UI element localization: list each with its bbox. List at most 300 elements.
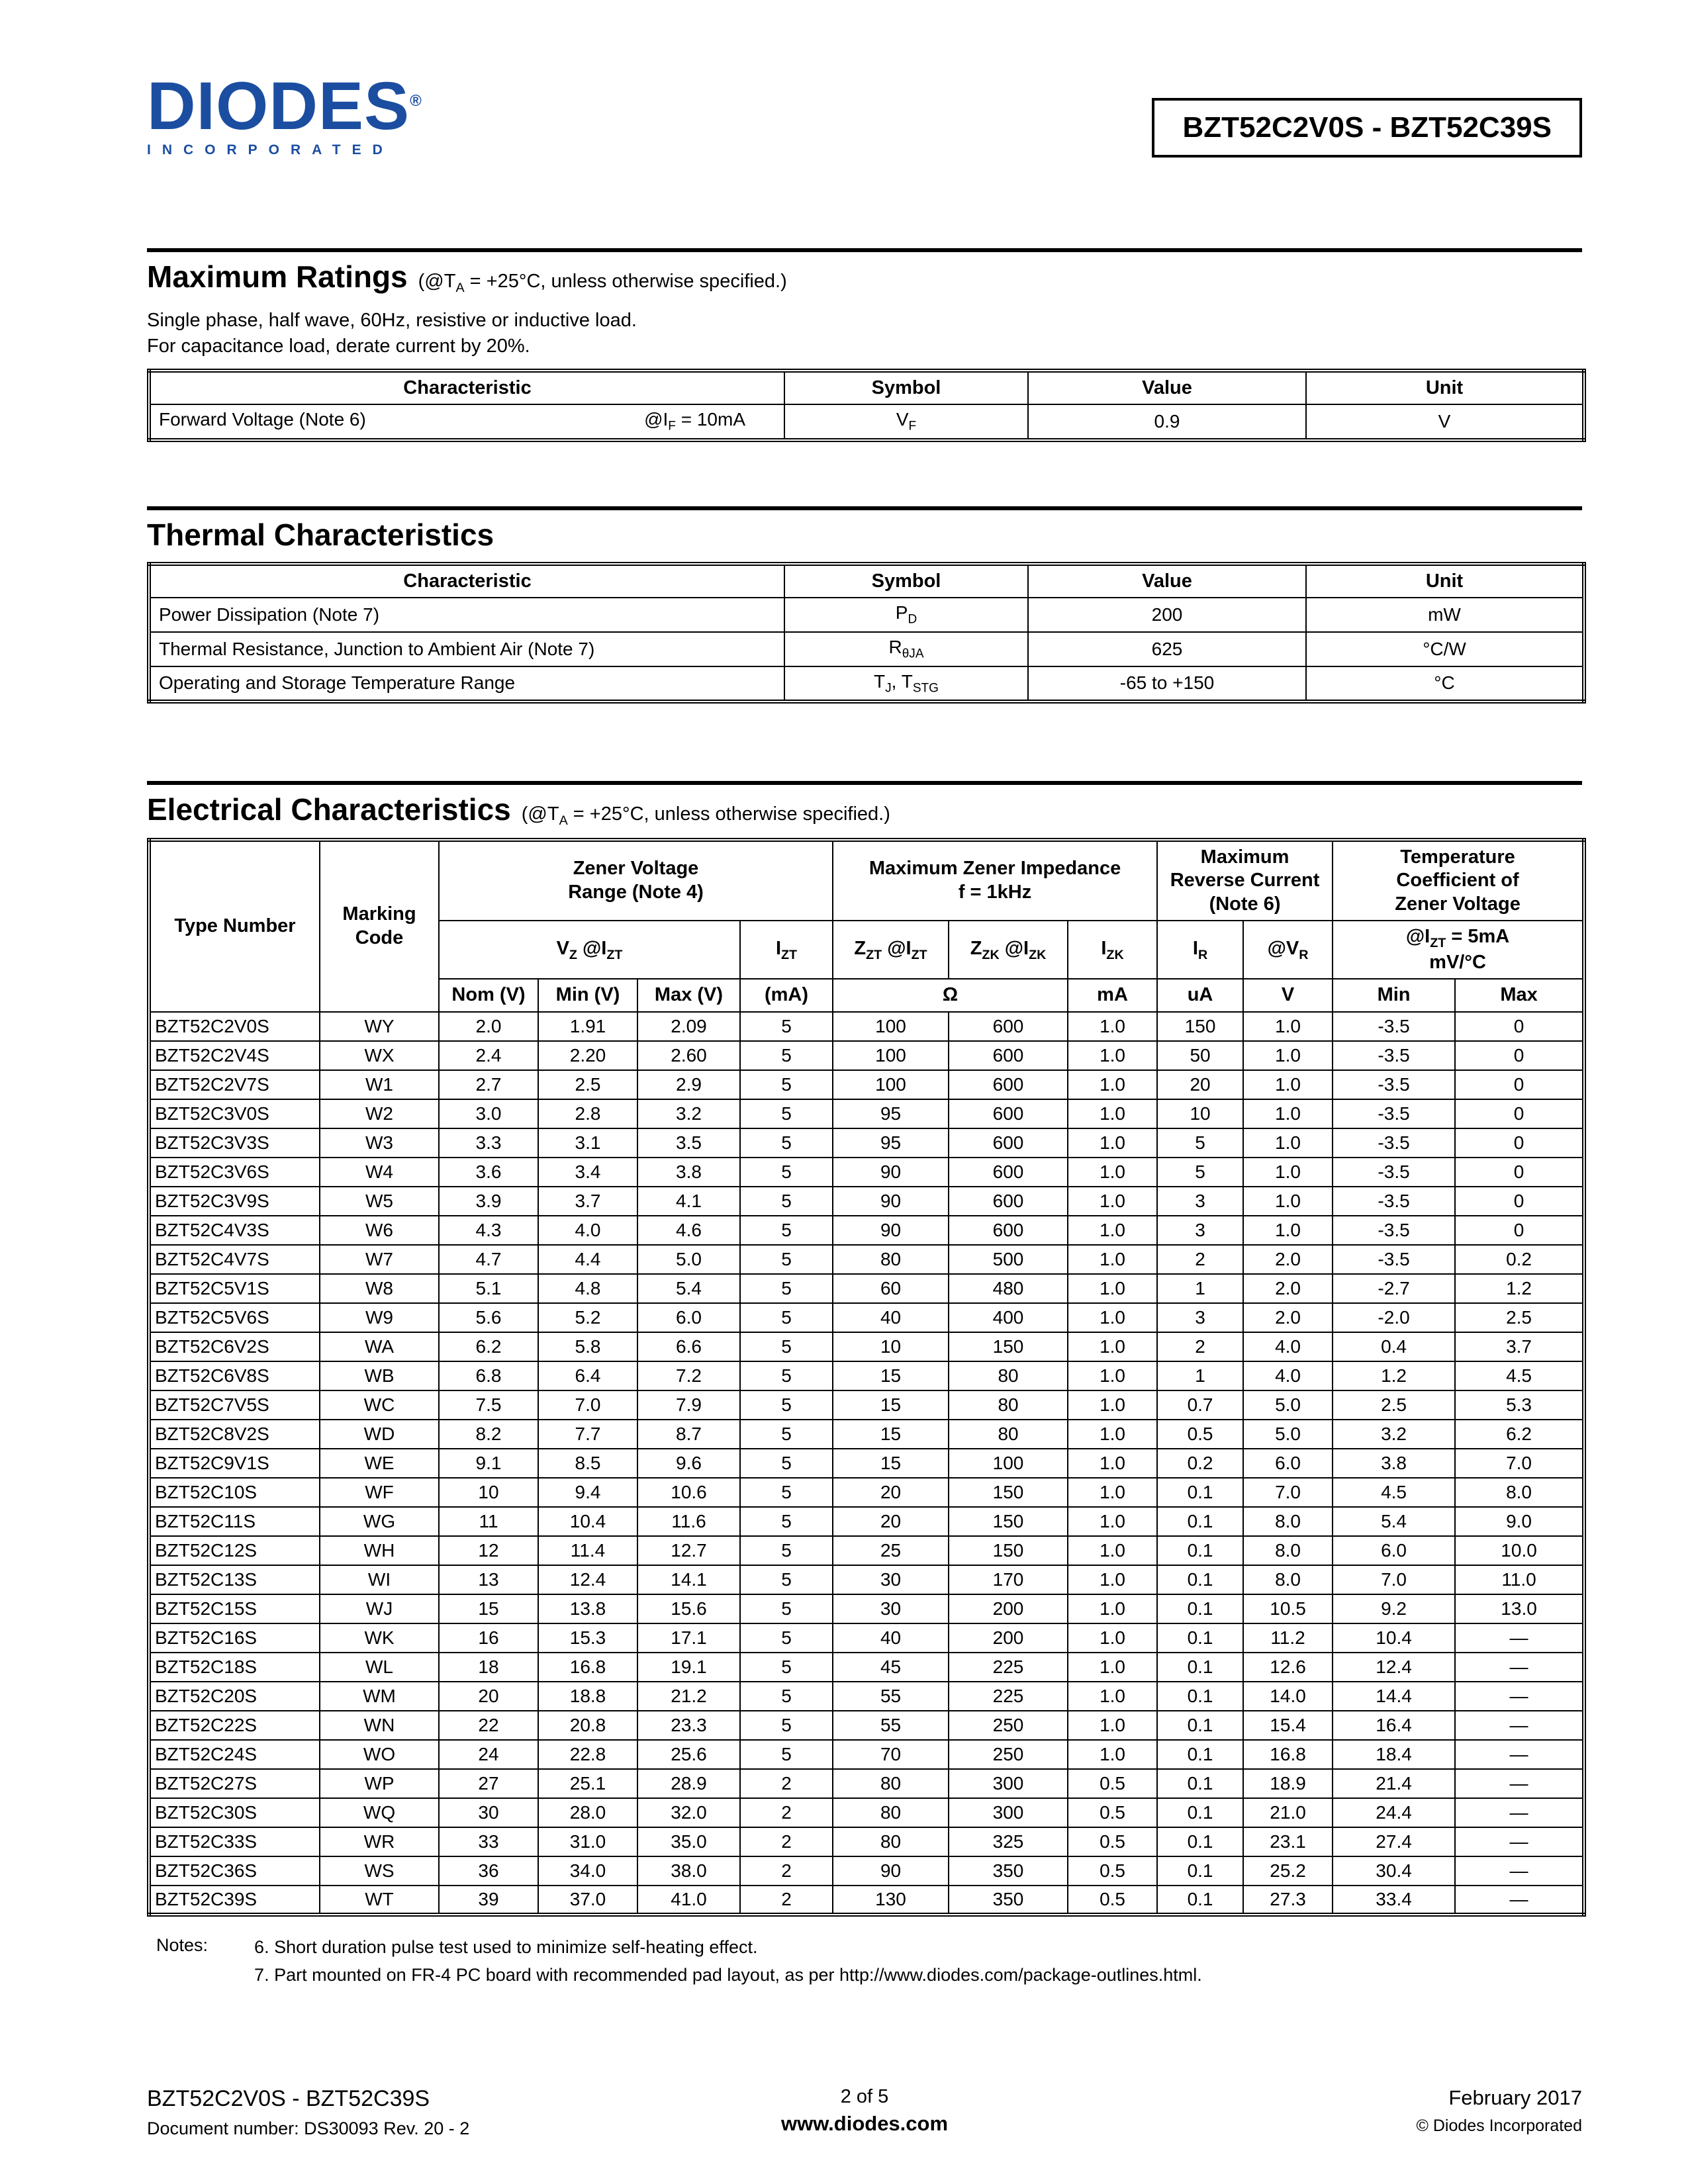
intro-line: Single phase, half wave, 60Hz, resistive or inductive load.	[147, 309, 637, 331]
value-cell: 5.0	[637, 1245, 740, 1274]
value-cell: 0.1	[1157, 1740, 1243, 1769]
maximum-ratings-table	[147, 369, 1586, 442]
unit-header: uA	[1157, 979, 1243, 1011]
value-cell: 15.3	[538, 1623, 637, 1653]
value-cell: 37.0	[538, 1886, 637, 1915]
value-cell: 0	[1455, 1012, 1584, 1041]
value-cell: 5	[740, 1536, 833, 1565]
thermal-table	[147, 562, 1586, 704]
unit-header: Min	[1333, 979, 1455, 1011]
unit-header: (mA)	[740, 979, 833, 1011]
value-cell: 4.5	[1455, 1361, 1584, 1390]
value-cell: 23.1	[1243, 1827, 1333, 1856]
value-cell: 10.4	[1333, 1623, 1455, 1653]
footer-website-link[interactable]: www.diodes.com	[780, 2112, 949, 2135]
value-cell: 1.0	[1068, 1594, 1157, 1623]
table-row	[149, 1099, 1584, 1128]
value-cell: 130	[833, 1886, 949, 1915]
value-cell: 6.6	[637, 1332, 740, 1361]
table-row	[149, 1420, 1584, 1449]
type-number-cell: BZT52C5V1S	[149, 1274, 320, 1303]
maximum-ratings-title: Maximum Ratings	[147, 259, 408, 294]
value-cell: 600	[949, 1216, 1068, 1245]
value-cell: 13	[439, 1565, 538, 1594]
value-cell: 15	[833, 1449, 949, 1478]
value-cell: 5	[740, 1158, 833, 1187]
value-cell: 0.1	[1157, 1711, 1243, 1740]
value-cell: 40	[833, 1623, 949, 1653]
value-cell: 0.5	[1157, 1420, 1243, 1449]
value-cell: 95	[833, 1128, 949, 1158]
value-cell: 2.0	[439, 1012, 538, 1041]
value-cell: 80	[949, 1390, 1068, 1420]
value-cell: 2.8	[538, 1099, 637, 1128]
table-row	[149, 1769, 1584, 1798]
value-cell: 0.2	[1455, 1245, 1584, 1274]
value-cell: 500	[949, 1245, 1068, 1274]
type-number-cell: BZT52C36S	[149, 1856, 320, 1886]
value-cell: 1.0	[1243, 1012, 1333, 1041]
value-cell: W1	[320, 1070, 439, 1099]
value-cell: 6.0	[637, 1303, 740, 1332]
symbol-cell: $R_{\theta JA}$	[784, 632, 1028, 666]
value-cell: WJ	[320, 1594, 439, 1623]
value-cell: 1.0	[1068, 1478, 1157, 1507]
note-item[interactable]: 7. Part mounted on FR-4 PC board with recommended pad layout, as per http://www.diodes.com/package-outlines.html.	[254, 1964, 1202, 1985]
value-cell: 9.4	[538, 1478, 637, 1507]
value-cell: 1.0	[1243, 1041, 1333, 1070]
notes-block	[147, 1935, 1582, 1991]
value-cell: 7.0	[538, 1390, 637, 1420]
value-cell: 0.5	[1068, 1798, 1157, 1827]
value-cell: WM	[320, 1682, 439, 1711]
value-cell: 11	[439, 1507, 538, 1536]
value-cell: 5	[740, 1070, 833, 1099]
value-cell: 7.2	[637, 1361, 740, 1390]
value-cell: 600	[949, 1158, 1068, 1187]
value-cell: 2.0	[1243, 1274, 1333, 1303]
value-cell: 350	[949, 1886, 1068, 1915]
value-cell: 200	[949, 1594, 1068, 1623]
table-row	[149, 632, 1584, 666]
value-cell: 4.7	[439, 1245, 538, 1274]
value-cell: WI	[320, 1565, 439, 1594]
value-cell: 5	[740, 1128, 833, 1158]
value-cell: 3.3	[439, 1128, 538, 1158]
value-cell: 80	[833, 1827, 949, 1856]
table-row	[149, 1856, 1584, 1886]
value-cell: 40	[833, 1303, 949, 1332]
value-cell: 9.6	[637, 1449, 740, 1478]
value-cell: 16	[439, 1623, 538, 1653]
value-cell: W6	[320, 1216, 439, 1245]
value-cell: 7.0	[1455, 1449, 1584, 1478]
value-cell: 5	[740, 1361, 833, 1390]
value-cell: 1.0	[1068, 1507, 1157, 1536]
value-cell: -3.5	[1333, 1187, 1455, 1216]
value-cell: 5.8	[538, 1332, 637, 1361]
value-cell: 600	[949, 1012, 1068, 1041]
value-cell: 90	[833, 1187, 949, 1216]
value-cell: 6.4	[538, 1361, 637, 1390]
unit-header: Min (V)	[538, 979, 637, 1011]
column-header: Value	[1028, 564, 1306, 598]
type-number-cell: BZT52C4V7S	[149, 1245, 320, 1274]
value-cell: 21.2	[637, 1682, 740, 1711]
value-cell: 5	[1157, 1128, 1243, 1158]
value-cell: 5	[740, 1216, 833, 1245]
value-cell: 4.6	[637, 1216, 740, 1245]
value-cell: 1.0	[1068, 1070, 1157, 1099]
value-cell: 150	[949, 1332, 1068, 1361]
value-cell: 1.0	[1243, 1158, 1333, 1187]
value-cell: 7.5	[439, 1390, 538, 1420]
value-cell: 21.0	[1243, 1798, 1333, 1827]
section-rule	[147, 506, 1582, 510]
intro-line: For capacitance load, derate current by 20%.	[147, 335, 530, 357]
value-cell: 38.0	[637, 1856, 740, 1886]
value-cell: 20	[833, 1478, 949, 1507]
value-cell: 35.0	[637, 1827, 740, 1856]
value-cell: W4	[320, 1158, 439, 1187]
value-cell: 250	[949, 1740, 1068, 1769]
value-cell: WH	[320, 1536, 439, 1565]
value-cell: 31.0	[538, 1827, 637, 1856]
type-number-cell: BZT52C24S	[149, 1740, 320, 1769]
column-header: Unit	[1306, 371, 1584, 404]
group-header-row	[149, 840, 1584, 921]
value-cell: 90	[833, 1216, 949, 1245]
value-cell: —	[1455, 1769, 1584, 1798]
value-cell: 33	[439, 1827, 538, 1856]
value-cell: 25	[833, 1536, 949, 1565]
value-cell: 1.2	[1455, 1274, 1584, 1303]
value-cell: 3.1	[538, 1128, 637, 1158]
value-cell: 2.9	[637, 1070, 740, 1099]
zener-range-header: Zener Voltage Range (Note 4)	[439, 840, 833, 921]
value-cell: WS	[320, 1856, 439, 1886]
value-cell: 1.0	[1068, 1303, 1157, 1332]
value-cell: 15	[439, 1594, 538, 1623]
value-cell: 33.4	[1333, 1886, 1455, 1915]
value-cell: 1.0	[1243, 1187, 1333, 1216]
value-cell: 18.9	[1243, 1769, 1333, 1798]
value-cell: 3.9	[439, 1187, 538, 1216]
value-cell: 1.0	[1068, 1420, 1157, 1449]
value-cell: 5.2	[538, 1303, 637, 1332]
table-row	[149, 1653, 1584, 1682]
value-cell: 0.1	[1157, 1565, 1243, 1594]
value-cell: 15	[833, 1420, 949, 1449]
type-number-cell: BZT52C3V3S	[149, 1128, 320, 1158]
value-cell: W2	[320, 1099, 439, 1128]
value-cell: 0.1	[1157, 1507, 1243, 1536]
value-cell: W9	[320, 1303, 439, 1332]
value-cell: 3.8	[1333, 1449, 1455, 1478]
value-cell: 80	[833, 1245, 949, 1274]
table-header-row	[149, 371, 1584, 404]
value-cell: 23.3	[637, 1711, 740, 1740]
table-row	[149, 1216, 1584, 1245]
type-number-cell: BZT52C4V3S	[149, 1216, 320, 1245]
value-cell: 250	[949, 1711, 1068, 1740]
table-row	[149, 1682, 1584, 1711]
value-cell: —	[1455, 1827, 1584, 1856]
value-cell: 10	[833, 1332, 949, 1361]
value-cell: 1.0	[1068, 1623, 1157, 1653]
column-header: Symbol	[784, 371, 1028, 404]
unit-header: mA	[1068, 979, 1157, 1011]
value-cell: 20	[833, 1507, 949, 1536]
value-cell: 45	[833, 1653, 949, 1682]
value-cell: WB	[320, 1361, 439, 1390]
value-cell: 1.0	[1068, 1041, 1157, 1070]
value-cell: 3.6	[439, 1158, 538, 1187]
value-cell: WX	[320, 1041, 439, 1070]
symbol-cell: $V_F$	[784, 404, 1028, 440]
value-cell: 0.1	[1157, 1769, 1243, 1798]
type-number-cell: BZT52C6V2S	[149, 1332, 320, 1361]
value-cell: 5.3	[1455, 1390, 1584, 1420]
table-row	[149, 1711, 1584, 1740]
ir-header: $I_R$	[1157, 921, 1243, 979]
value-cell: 480	[949, 1274, 1068, 1303]
value-cell: 13.8	[538, 1594, 637, 1623]
value-cell: 20	[1157, 1070, 1243, 1099]
value-cell: 2	[1157, 1332, 1243, 1361]
value-cell: 625	[1028, 632, 1306, 666]
value-cell: 2.0	[1243, 1303, 1333, 1332]
value-cell: 0.5	[1068, 1886, 1157, 1915]
value-cell: 5	[740, 1623, 833, 1653]
value-cell: 11.6	[637, 1507, 740, 1536]
value-cell: 28.9	[637, 1769, 740, 1798]
temp-coeff-header: Temperature Coefficient of Zener Voltage	[1333, 840, 1584, 921]
value-cell: 0	[1455, 1041, 1584, 1070]
value-cell: 4.8	[538, 1274, 637, 1303]
value-cell: 400	[949, 1303, 1068, 1332]
value-cell: -3.5	[1333, 1128, 1455, 1158]
section-rule	[147, 781, 1582, 785]
unit-cell: °C	[1306, 666, 1584, 702]
value-cell: 0.1	[1157, 1594, 1243, 1623]
type-number-cell: BZT52C3V6S	[149, 1158, 320, 1187]
value-cell: 5.4	[637, 1274, 740, 1303]
type-number-cell: BZT52C10S	[149, 1478, 320, 1507]
value-cell: 55	[833, 1711, 949, 1740]
type-number-cell: BZT52C5V6S	[149, 1303, 320, 1332]
table-row	[149, 1536, 1584, 1565]
electrical-table	[147, 838, 1586, 1917]
value-cell: 16.8	[1243, 1740, 1333, 1769]
value-cell: -3.5	[1333, 1012, 1455, 1041]
type-number-cell: BZT52C2V0S	[149, 1012, 320, 1041]
type-number-cell: BZT52C27S	[149, 1769, 320, 1798]
thermal-title: Thermal Characteristics	[147, 518, 494, 552]
value-cell: 3.4	[538, 1158, 637, 1187]
value-cell: 12.6	[1243, 1653, 1333, 1682]
value-cell: 10	[439, 1478, 538, 1507]
value-cell: WN	[320, 1711, 439, 1740]
table-row	[149, 1041, 1584, 1070]
electrical-title: Electrical Characteristics	[147, 792, 511, 827]
value-cell: -3.5	[1333, 1070, 1455, 1099]
value-cell: 11.4	[538, 1536, 637, 1565]
value-cell: 5	[1157, 1158, 1243, 1187]
type-number-cell: BZT52C3V0S	[149, 1099, 320, 1128]
note-item: 6. Short duration pulse test used to minimize self-heating effect.	[254, 1936, 758, 1957]
notes-label: Notes:	[156, 1934, 209, 1955]
value-cell: 20	[439, 1682, 538, 1711]
value-cell: 100	[833, 1041, 949, 1070]
table-row	[149, 1740, 1584, 1769]
value-cell: 350	[949, 1856, 1068, 1886]
footer-copyright: © Diodes Incorporated	[1416, 2116, 1582, 2135]
value-cell: 1.0	[1243, 1070, 1333, 1099]
impedance-header: Maximum Zener Impedance f = 1kHz	[833, 840, 1157, 921]
value-cell: 3	[1157, 1303, 1243, 1332]
value-cell: 2	[1157, 1245, 1243, 1274]
table-row	[149, 1128, 1584, 1158]
logo-incorporated-text: INCORPORATED	[147, 142, 394, 158]
tc-condition-header: $@I_{ZT} = 5mA$ mV/°C	[1333, 921, 1584, 979]
value-cell: WD	[320, 1420, 439, 1449]
value-cell: 80	[949, 1420, 1068, 1449]
type-number-cell: BZT52C39S	[149, 1886, 320, 1915]
value-cell: 28.0	[538, 1798, 637, 1827]
value-cell: 22.8	[538, 1740, 637, 1769]
value-cell: 0.1	[1157, 1478, 1243, 1507]
value-cell: 6.2	[439, 1332, 538, 1361]
value-cell: 1.0	[1243, 1216, 1333, 1245]
value-cell: 1.0	[1068, 1245, 1157, 1274]
value-cell: 15	[833, 1390, 949, 1420]
value-cell: 2.60	[637, 1041, 740, 1070]
unit-header: Max (V)	[637, 979, 740, 1011]
value-cell: 2.7	[439, 1070, 538, 1099]
value-cell: 5	[740, 1274, 833, 1303]
table-row	[149, 1449, 1584, 1478]
unit-cell: V	[1306, 404, 1584, 440]
value-cell: 600	[949, 1041, 1068, 1070]
value-cell: 600	[949, 1070, 1068, 1099]
type-number-cell: BZT52C22S	[149, 1711, 320, 1740]
reverse-current-header: Maximum Reverse Current (Note 6)	[1157, 840, 1333, 921]
value-cell: 6.0	[1243, 1449, 1333, 1478]
izk-header: $I_{ZK}$	[1068, 921, 1157, 979]
value-cell: 1.0	[1068, 1653, 1157, 1682]
value-cell: 12	[439, 1536, 538, 1565]
table-row	[149, 1332, 1584, 1361]
value-cell: 4.4	[538, 1245, 637, 1274]
column-header: Characteristic	[149, 371, 784, 404]
table-row	[149, 1245, 1584, 1274]
value-cell: 0.1	[1157, 1536, 1243, 1565]
type-number-cell: BZT52C8V2S	[149, 1420, 320, 1449]
value-cell: 7.7	[538, 1420, 637, 1449]
value-cell: —	[1455, 1856, 1584, 1886]
value-cell: 10.6	[637, 1478, 740, 1507]
value-cell: -3.5	[1333, 1041, 1455, 1070]
value-cell: 34.0	[538, 1856, 637, 1886]
diodes-logo	[147, 68, 422, 158]
section-rule	[147, 248, 1582, 252]
value-cell: W8	[320, 1274, 439, 1303]
value-cell: 30	[833, 1565, 949, 1594]
value-cell: 15	[833, 1361, 949, 1390]
value-cell: 19.1	[637, 1653, 740, 1682]
maximum-ratings-condition: ($@T_A = +25^\circ C$, unless otherwise specified.)	[418, 271, 787, 295]
value-cell: 1.0	[1068, 1012, 1157, 1041]
table-row	[149, 1507, 1584, 1536]
value-cell: WQ	[320, 1798, 439, 1827]
value-cell: 5	[740, 1711, 833, 1740]
value-cell: -3.5	[1333, 1245, 1455, 1274]
value-cell: WP	[320, 1769, 439, 1798]
value-cell: 8.0	[1243, 1565, 1333, 1594]
value-cell: 41.0	[637, 1886, 740, 1915]
zzt-header: $Z_{ZT}$ $@I_{ZT}$	[833, 921, 949, 979]
type-number-cell: BZT52C18S	[149, 1653, 320, 1682]
table-row	[149, 1012, 1584, 1041]
value-cell: 16.8	[538, 1653, 637, 1682]
value-cell: 0.7	[1157, 1390, 1243, 1420]
value-cell: 10.5	[1243, 1594, 1333, 1623]
type-number-cell: BZT52C2V4S	[149, 1041, 320, 1070]
value-cell: 5	[740, 1682, 833, 1711]
value-cell: 1.0	[1068, 1158, 1157, 1187]
value-cell: W3	[320, 1128, 439, 1158]
value-cell: 0.4	[1333, 1332, 1455, 1361]
footer-page-number: 2 of 5	[840, 2086, 889, 2107]
value-cell: 170	[949, 1565, 1068, 1594]
value-cell: 150	[1157, 1012, 1243, 1041]
symbol-cell: $T_J$, $T_{STG}$	[784, 666, 1028, 702]
value-cell: 0.2	[1157, 1449, 1243, 1478]
value-cell: 1.0	[1068, 1099, 1157, 1128]
value-cell: 0.1	[1157, 1856, 1243, 1886]
value-cell: 80	[833, 1769, 949, 1798]
value-cell: 90	[833, 1856, 949, 1886]
value-cell: 100	[833, 1012, 949, 1041]
table-row	[149, 1827, 1584, 1856]
value-cell: 600	[949, 1187, 1068, 1216]
value-cell: 8.0	[1455, 1478, 1584, 1507]
unit-header: Max	[1455, 979, 1584, 1011]
type-number-cell: BZT52C9V1S	[149, 1449, 320, 1478]
value-cell: 1.0	[1243, 1128, 1333, 1158]
value-cell: 5	[740, 1012, 833, 1041]
footer-doc-number: Document number: DS30093 Rev. 20 - 2	[147, 2118, 470, 2138]
value-cell: 0	[1455, 1128, 1584, 1158]
column-header: Characteristic	[149, 564, 784, 598]
value-cell: 18.8	[538, 1682, 637, 1711]
value-cell: 7.0	[1243, 1478, 1333, 1507]
table-row	[149, 1361, 1584, 1390]
value-cell: 200	[949, 1623, 1068, 1653]
value-cell: 14.0	[1243, 1682, 1333, 1711]
value-cell: 150	[949, 1478, 1068, 1507]
value-cell: -65 to +150	[1028, 666, 1306, 702]
value-cell: 2.0	[1243, 1245, 1333, 1274]
column-header: Unit	[1306, 564, 1584, 598]
value-cell: 80	[949, 1361, 1068, 1390]
table-row	[149, 1886, 1584, 1915]
value-cell: 10.0	[1455, 1536, 1584, 1565]
value-cell: 14.4	[1333, 1682, 1455, 1711]
value-cell: 4.1	[637, 1187, 740, 1216]
value-cell: 22	[439, 1711, 538, 1740]
